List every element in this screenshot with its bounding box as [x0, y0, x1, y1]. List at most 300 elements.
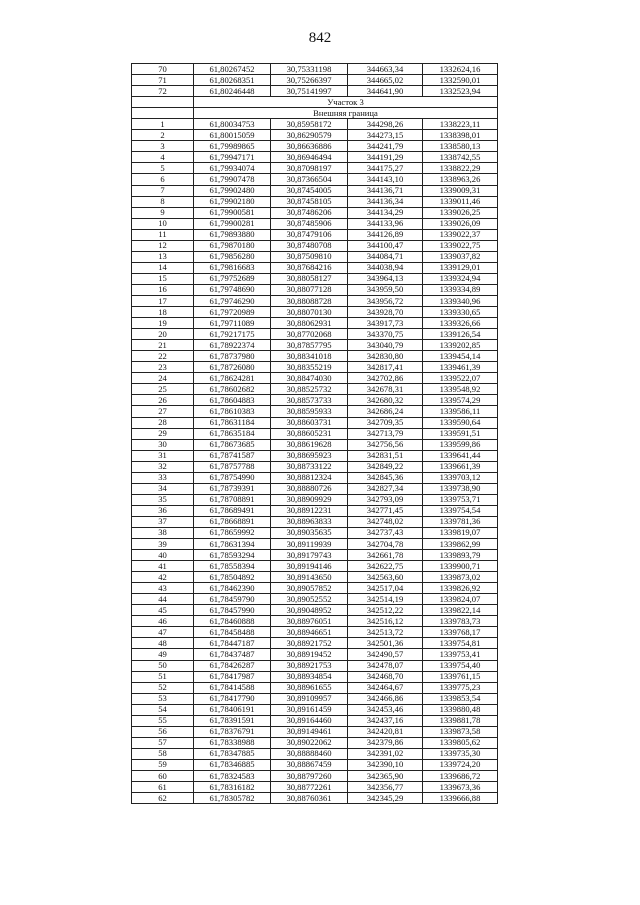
latitude-cell: 61,80267452: [194, 64, 271, 75]
table-row: [132, 527, 498, 538]
x-coordinate-cell: 344084,71: [348, 251, 423, 262]
x-coordinate-cell: 342345,29: [348, 793, 423, 804]
table-row: [132, 539, 498, 550]
x-coordinate-cell: 342437,16: [348, 715, 423, 726]
point-number-cell: 4: [132, 152, 194, 163]
table-row: [132, 693, 498, 704]
x-coordinate-cell: 342356,77: [348, 782, 423, 793]
y-coordinate-cell: 1339783,73: [423, 616, 498, 627]
latitude-cell: 61,79902180: [194, 196, 271, 207]
point-number-cell: 44: [132, 594, 194, 605]
longitude-cell: 30,88921752: [271, 638, 348, 649]
longitude-cell: 30,88888460: [271, 748, 348, 759]
table-row: [132, 450, 498, 461]
latitude-cell: 61,79752689: [194, 273, 271, 284]
x-coordinate-cell: 342737,43: [348, 527, 423, 538]
longitude-cell: 30,88812324: [271, 472, 348, 483]
point-number-cell: 22: [132, 351, 194, 362]
x-coordinate-cell: 342453,46: [348, 704, 423, 715]
table-row: [132, 782, 498, 793]
point-number-cell: 42: [132, 572, 194, 583]
longitude-cell: 30,87509810: [271, 251, 348, 262]
table-row: [132, 428, 498, 439]
table-row: [132, 516, 498, 527]
longitude-cell: 30,88603731: [271, 417, 348, 428]
longitude-cell: 30,88595933: [271, 406, 348, 417]
table-row: [132, 771, 498, 782]
point-number-cell: 56: [132, 726, 194, 737]
longitude-cell: 30,87485906: [271, 218, 348, 229]
table-row: [132, 174, 498, 185]
longitude-cell: 30,88976051: [271, 616, 348, 627]
longitude-cell: 30,89022062: [271, 737, 348, 748]
point-number-cell: 39: [132, 539, 194, 550]
table-row: [132, 273, 498, 284]
x-coordinate-cell: 342512,22: [348, 605, 423, 616]
x-coordinate-cell: 342420,81: [348, 726, 423, 737]
empty-cell: [132, 97, 194, 108]
x-coordinate-cell: 342678,31: [348, 384, 423, 395]
x-coordinate-cell: 342466,86: [348, 693, 423, 704]
y-coordinate-cell: 1339735,30: [423, 748, 498, 759]
point-number-cell: 17: [132, 295, 194, 306]
table-row: [132, 505, 498, 516]
table-row: [132, 737, 498, 748]
y-coordinate-cell: 1339590,64: [423, 417, 498, 428]
longitude-cell: 30,88058127: [271, 273, 348, 284]
longitude-cell: 30,88909929: [271, 494, 348, 505]
table-row: [132, 329, 498, 340]
latitude-cell: 61,79989865: [194, 141, 271, 152]
point-number-cell: 24: [132, 373, 194, 384]
x-coordinate-cell: 342686,24: [348, 406, 423, 417]
x-coordinate-cell: 342713,79: [348, 428, 423, 439]
y-coordinate-cell: 1339724,20: [423, 759, 498, 770]
point-number-cell: 72: [132, 86, 194, 97]
table-row: [132, 472, 498, 483]
y-coordinate-cell: 1339522,07: [423, 373, 498, 384]
y-coordinate-cell: 1339599,86: [423, 439, 498, 450]
section-label-row: [132, 97, 498, 108]
x-coordinate-cell: 344133,96: [348, 218, 423, 229]
y-coordinate-cell: 1339574,29: [423, 395, 498, 406]
table-row: [132, 638, 498, 649]
latitude-cell: 61,78504892: [194, 572, 271, 583]
longitude-cell: 30,75141997: [271, 86, 348, 97]
x-coordinate-cell: 343928,70: [348, 307, 423, 318]
x-coordinate-cell: 342379,86: [348, 737, 423, 748]
x-coordinate-cell: 344663,34: [348, 64, 423, 75]
x-coordinate-cell: 342830,80: [348, 351, 423, 362]
x-coordinate-cell: 344241,79: [348, 141, 423, 152]
table-row: [132, 704, 498, 715]
point-number-cell: 58: [132, 748, 194, 759]
longitude-cell: 30,86636886: [271, 141, 348, 152]
y-coordinate-cell: 1339900,71: [423, 561, 498, 572]
x-coordinate-cell: 342516,12: [348, 616, 423, 627]
latitude-cell: 61,79856280: [194, 251, 271, 262]
table-row: [132, 439, 498, 450]
x-coordinate-cell: 344273,15: [348, 130, 423, 141]
longitude-cell: 30,88573733: [271, 395, 348, 406]
latitude-cell: 61,78631394: [194, 539, 271, 550]
table-row: [132, 605, 498, 616]
table-row: [132, 373, 498, 384]
x-coordinate-cell: 344100,47: [348, 240, 423, 251]
x-coordinate-cell: 342845,36: [348, 472, 423, 483]
longitude-cell: 30,87479106: [271, 229, 348, 240]
latitude-cell: 61,78447187: [194, 638, 271, 649]
point-number-cell: 71: [132, 75, 194, 86]
latitude-cell: 61,78741587: [194, 450, 271, 461]
y-coordinate-cell: 1339026,09: [423, 218, 498, 229]
x-coordinate-cell: 344175,27: [348, 163, 423, 174]
y-coordinate-cell: 1338742,55: [423, 152, 498, 163]
table-row: [132, 384, 498, 395]
latitude-cell: 61,80268351: [194, 75, 271, 86]
x-coordinate-cell: 344126,89: [348, 229, 423, 240]
y-coordinate-cell: 1339824,07: [423, 594, 498, 605]
x-coordinate-cell: 344298,26: [348, 119, 423, 130]
longitude-cell: 30,89057852: [271, 583, 348, 594]
y-coordinate-cell: 1339819,07: [423, 527, 498, 538]
y-coordinate-cell: 1338223,11: [423, 119, 498, 130]
point-number-cell: 6: [132, 174, 194, 185]
y-coordinate-cell: 1339461,39: [423, 362, 498, 373]
y-coordinate-cell: 1339768,17: [423, 627, 498, 638]
point-number-cell: 40: [132, 550, 194, 561]
table-row: [132, 362, 498, 373]
y-coordinate-cell: 1339591,51: [423, 428, 498, 439]
coordinates-table-container: [131, 63, 498, 804]
point-number-cell: 18: [132, 307, 194, 318]
point-number-cell: 1: [132, 119, 194, 130]
latitude-cell: 61,79816683: [194, 262, 271, 273]
longitude-cell: 30,88934854: [271, 671, 348, 682]
longitude-cell: 30,88946651: [271, 627, 348, 638]
table-row: [132, 229, 498, 240]
table-row: [132, 318, 498, 329]
y-coordinate-cell: 1339775,23: [423, 682, 498, 693]
latitude-cell: 61,78726080: [194, 362, 271, 373]
x-coordinate-cell: 342490,57: [348, 649, 423, 660]
x-coordinate-cell: 342704,78: [348, 539, 423, 550]
longitude-cell: 30,87366504: [271, 174, 348, 185]
latitude-cell: 61,78437487: [194, 649, 271, 660]
longitude-cell: 30,88070130: [271, 307, 348, 318]
x-coordinate-cell: 343959,50: [348, 284, 423, 295]
x-coordinate-cell: 344665,02: [348, 75, 423, 86]
table-row: [132, 218, 498, 229]
y-coordinate-cell: 1339011,46: [423, 196, 498, 207]
longitude-cell: 30,88355219: [271, 362, 348, 373]
x-coordinate-cell: 342464,67: [348, 682, 423, 693]
longitude-cell: 30,89119939: [271, 539, 348, 550]
point-number-cell: 55: [132, 715, 194, 726]
longitude-cell: 30,87454005: [271, 185, 348, 196]
x-coordinate-cell: 342849,22: [348, 461, 423, 472]
y-coordinate-cell: 1339324,94: [423, 273, 498, 284]
longitude-cell: 30,88619628: [271, 439, 348, 450]
point-number-cell: 2: [132, 130, 194, 141]
latitude-cell: 61,78458488: [194, 627, 271, 638]
x-coordinate-cell: 343040,79: [348, 340, 423, 351]
latitude-cell: 61,78754990: [194, 472, 271, 483]
longitude-cell: 30,88605231: [271, 428, 348, 439]
longitude-cell: 30,86290579: [271, 130, 348, 141]
latitude-cell: 61,78346885: [194, 759, 271, 770]
latitude-cell: 61,79947171: [194, 152, 271, 163]
longitude-cell: 30,88772261: [271, 782, 348, 793]
longitude-cell: 30,88880726: [271, 483, 348, 494]
point-number-cell: 15: [132, 273, 194, 284]
y-coordinate-cell: 1339026,25: [423, 207, 498, 218]
table-row: [132, 682, 498, 693]
table-row: [132, 395, 498, 406]
latitude-cell: 61,78659992: [194, 527, 271, 538]
subsection-label: Внешняя граница: [194, 108, 498, 119]
x-coordinate-cell: 343956,72: [348, 295, 423, 306]
latitude-cell: 61,79902480: [194, 185, 271, 196]
latitude-cell: 61,78391591: [194, 715, 271, 726]
y-coordinate-cell: 1339661,39: [423, 461, 498, 472]
longitude-cell: 30,87702068: [271, 329, 348, 340]
latitude-cell: 61,78922374: [194, 340, 271, 351]
latitude-cell: 61,79711089: [194, 318, 271, 329]
x-coordinate-cell: 344641,90: [348, 86, 423, 97]
y-coordinate-cell: 1338580,13: [423, 141, 498, 152]
point-number-cell: 28: [132, 417, 194, 428]
y-coordinate-cell: 1339826,92: [423, 583, 498, 594]
table-row: [132, 461, 498, 472]
table-row: [132, 759, 498, 770]
table-row: [132, 152, 498, 163]
latitude-cell: 61,78460888: [194, 616, 271, 627]
point-number-cell: 8: [132, 196, 194, 207]
point-number-cell: 33: [132, 472, 194, 483]
latitude-cell: 61,78305782: [194, 793, 271, 804]
point-number-cell: 14: [132, 262, 194, 273]
y-coordinate-cell: 1339641,44: [423, 450, 498, 461]
latitude-cell: 61,78635184: [194, 428, 271, 439]
x-coordinate-cell: 344191,29: [348, 152, 423, 163]
latitude-cell: 61,79720989: [194, 307, 271, 318]
latitude-cell: 61,78673685: [194, 439, 271, 450]
table-row: [132, 251, 498, 262]
point-number-cell: 11: [132, 229, 194, 240]
x-coordinate-cell: 343370,75: [348, 329, 423, 340]
y-coordinate-cell: 1339548,92: [423, 384, 498, 395]
point-number-cell: 27: [132, 406, 194, 417]
longitude-cell: 30,88963833: [271, 516, 348, 527]
point-number-cell: 3: [132, 141, 194, 152]
table-row: [132, 295, 498, 306]
y-coordinate-cell: 1339754,81: [423, 638, 498, 649]
x-coordinate-cell: 342478,07: [348, 660, 423, 671]
y-coordinate-cell: 1339822,14: [423, 605, 498, 616]
x-coordinate-cell: 342831,51: [348, 450, 423, 461]
latitude-cell: 61,79217175: [194, 329, 271, 340]
table-row: [132, 185, 498, 196]
x-coordinate-cell: 344136,34: [348, 196, 423, 207]
table-row: [132, 119, 498, 130]
longitude-cell: 30,88919452: [271, 649, 348, 660]
y-coordinate-cell: 1339454,14: [423, 351, 498, 362]
point-number-cell: 21: [132, 340, 194, 351]
x-coordinate-cell: 344134,29: [348, 207, 423, 218]
point-number-cell: 59: [132, 759, 194, 770]
point-number-cell: 45: [132, 605, 194, 616]
longitude-cell: 30,87098197: [271, 163, 348, 174]
latitude-cell: 61,78689491: [194, 505, 271, 516]
longitude-cell: 30,88797260: [271, 771, 348, 782]
longitude-cell: 30,88474030: [271, 373, 348, 384]
table-row: [132, 793, 498, 804]
longitude-cell: 30,88760361: [271, 793, 348, 804]
latitude-cell: 61,80034753: [194, 119, 271, 130]
y-coordinate-cell: 1338963,26: [423, 174, 498, 185]
x-coordinate-cell: 342365,90: [348, 771, 423, 782]
x-coordinate-cell: 342756,56: [348, 439, 423, 450]
y-coordinate-cell: 1339129,01: [423, 262, 498, 273]
y-coordinate-cell: 1339037,82: [423, 251, 498, 262]
x-coordinate-cell: 344136,71: [348, 185, 423, 196]
y-coordinate-cell: 1339873,58: [423, 726, 498, 737]
y-coordinate-cell: 1339703,12: [423, 472, 498, 483]
latitude-cell: 61,78757788: [194, 461, 271, 472]
point-number-cell: 38: [132, 527, 194, 538]
point-number-cell: 50: [132, 660, 194, 671]
point-number-cell: 41: [132, 561, 194, 572]
table-row: [132, 64, 498, 75]
x-coordinate-cell: 342827,34: [348, 483, 423, 494]
longitude-cell: 30,87480708: [271, 240, 348, 251]
longitude-cell: 30,89109957: [271, 693, 348, 704]
y-coordinate-cell: 1339754,40: [423, 660, 498, 671]
y-coordinate-cell: 1339754,54: [423, 505, 498, 516]
longitude-cell: 30,89194146: [271, 561, 348, 572]
point-number-cell: 20: [132, 329, 194, 340]
latitude-cell: 61,78316182: [194, 782, 271, 793]
x-coordinate-cell: 342680,32: [348, 395, 423, 406]
point-number-cell: 23: [132, 362, 194, 373]
table-row: [132, 572, 498, 583]
point-number-cell: 9: [132, 207, 194, 218]
point-number-cell: 29: [132, 428, 194, 439]
point-number-cell: 70: [132, 64, 194, 75]
latitude-cell: 61,78347885: [194, 748, 271, 759]
y-coordinate-cell: 1339326,66: [423, 318, 498, 329]
y-coordinate-cell: 1339126,54: [423, 329, 498, 340]
table-row: [132, 627, 498, 638]
longitude-cell: 30,89035635: [271, 527, 348, 538]
latitude-cell: 61,78610383: [194, 406, 271, 417]
y-coordinate-cell: 1332624,16: [423, 64, 498, 75]
table-row: [132, 351, 498, 362]
x-coordinate-cell: 342702,86: [348, 373, 423, 384]
table-row: [132, 649, 498, 660]
latitude-cell: 61,78558394: [194, 561, 271, 572]
latitude-cell: 61,78324583: [194, 771, 271, 782]
latitude-cell: 61,78426287: [194, 660, 271, 671]
latitude-cell: 61,79746290: [194, 295, 271, 306]
table-row: [132, 340, 498, 351]
latitude-cell: 61,78602682: [194, 384, 271, 395]
latitude-cell: 61,79900581: [194, 207, 271, 218]
table-row: [132, 748, 498, 759]
y-coordinate-cell: 1339753,41: [423, 649, 498, 660]
latitude-cell: 61,78338988: [194, 737, 271, 748]
table-row: [132, 406, 498, 417]
longitude-cell: 30,88062931: [271, 318, 348, 329]
x-coordinate-cell: 342391,02: [348, 748, 423, 759]
latitude-cell: 61,79748690: [194, 284, 271, 295]
latitude-cell: 61,79870180: [194, 240, 271, 251]
longitude-cell: 30,89052552: [271, 594, 348, 605]
y-coordinate-cell: 1332590,01: [423, 75, 498, 86]
point-number-cell: 57: [132, 737, 194, 748]
table-row: [132, 284, 498, 295]
y-coordinate-cell: 1339334,89: [423, 284, 498, 295]
longitude-cell: 30,86946494: [271, 152, 348, 163]
latitude-cell: 61,78376791: [194, 726, 271, 737]
table-row: [132, 163, 498, 174]
x-coordinate-cell: 343917,73: [348, 318, 423, 329]
x-coordinate-cell: 344143,10: [348, 174, 423, 185]
x-coordinate-cell: 342661,78: [348, 550, 423, 561]
point-number-cell: 7: [132, 185, 194, 196]
longitude-cell: 30,85958172: [271, 119, 348, 130]
latitude-cell: 61,78631184: [194, 417, 271, 428]
longitude-cell: 30,88867459: [271, 759, 348, 770]
y-coordinate-cell: 1339022,37: [423, 229, 498, 240]
longitude-cell: 30,89164460: [271, 715, 348, 726]
x-coordinate-cell: 342622,75: [348, 561, 423, 572]
latitude-cell: 61,79934074: [194, 163, 271, 174]
point-number-cell: 54: [132, 704, 194, 715]
latitude-cell: 61,80015059: [194, 130, 271, 141]
point-number-cell: 62: [132, 793, 194, 804]
point-number-cell: 34: [132, 483, 194, 494]
x-coordinate-cell: 342817,41: [348, 362, 423, 373]
point-number-cell: 60: [132, 771, 194, 782]
x-coordinate-cell: 343964,13: [348, 273, 423, 284]
latitude-cell: 61,78459790: [194, 594, 271, 605]
latitude-cell: 61,78668891: [194, 516, 271, 527]
point-number-cell: 46: [132, 616, 194, 627]
y-coordinate-cell: 1339686,72: [423, 771, 498, 782]
point-number-cell: 35: [132, 494, 194, 505]
point-number-cell: 30: [132, 439, 194, 450]
latitude-cell: 61,79893880: [194, 229, 271, 240]
y-coordinate-cell: 1339738,90: [423, 483, 498, 494]
longitude-cell: 30,88341018: [271, 351, 348, 362]
point-number-cell: 51: [132, 671, 194, 682]
x-coordinate-cell: 342793,09: [348, 494, 423, 505]
y-coordinate-cell: 1339586,11: [423, 406, 498, 417]
latitude-cell: 61,78737980: [194, 351, 271, 362]
x-coordinate-cell: 344038,94: [348, 262, 423, 273]
x-coordinate-cell: 342771,45: [348, 505, 423, 516]
point-number-cell: 32: [132, 461, 194, 472]
y-coordinate-cell: 1339862,99: [423, 539, 498, 550]
empty-cell: [132, 108, 194, 119]
longitude-cell: 30,75331198: [271, 64, 348, 75]
table-row: [132, 561, 498, 572]
y-coordinate-cell: 1339330,65: [423, 307, 498, 318]
y-coordinate-cell: 1339781,36: [423, 516, 498, 527]
table-row: [132, 196, 498, 207]
